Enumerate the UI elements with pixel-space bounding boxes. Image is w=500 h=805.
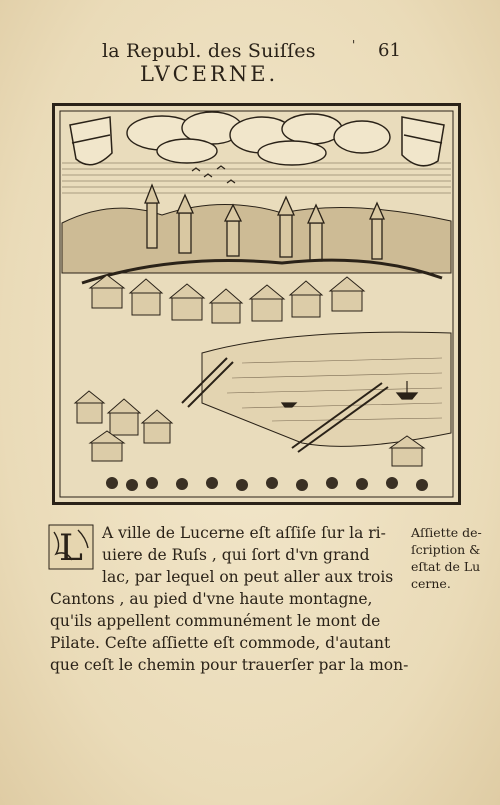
margin-note-line: Aſſiette de- xyxy=(411,525,482,540)
margin-note-line: eſtat de Lu xyxy=(411,559,481,574)
text-line: qu'ils appellent communément le mont de xyxy=(50,612,381,630)
text-line: Pilate. Ceſte aſſiette eſt commode, d'autant xyxy=(50,634,391,652)
margin-note-line: ſcription & xyxy=(411,542,481,557)
page-number: 61 xyxy=(378,40,401,61)
initial-letter: L xyxy=(59,528,83,569)
running-head: la Republ. des Suiſſes xyxy=(102,40,316,62)
text-line: uiere de Ruſs , qui ſort d'vn grand xyxy=(102,546,370,564)
lucerne-woodcut-illustration xyxy=(52,103,461,505)
margin-note xyxy=(411,524,493,592)
coat-of-arms-left xyxy=(70,117,112,165)
text-line: A ville de Lucerne eſt aſſiſe ſur la ri- xyxy=(102,524,386,542)
printer-mark: ' xyxy=(352,38,356,52)
margin-note-line: cerne. xyxy=(411,576,451,591)
text-line: lac, par lequel on peut aller aux trois xyxy=(102,568,394,586)
coat-of-arms-right xyxy=(402,117,444,166)
text-line: Cantons , au pied d'vne haute montagne, xyxy=(50,590,373,608)
text-line: que ceſt le chemin pour trauerſer par la mon- xyxy=(50,656,409,674)
city-title: LVCERNE. xyxy=(140,62,279,86)
main-paragraph xyxy=(50,522,410,676)
